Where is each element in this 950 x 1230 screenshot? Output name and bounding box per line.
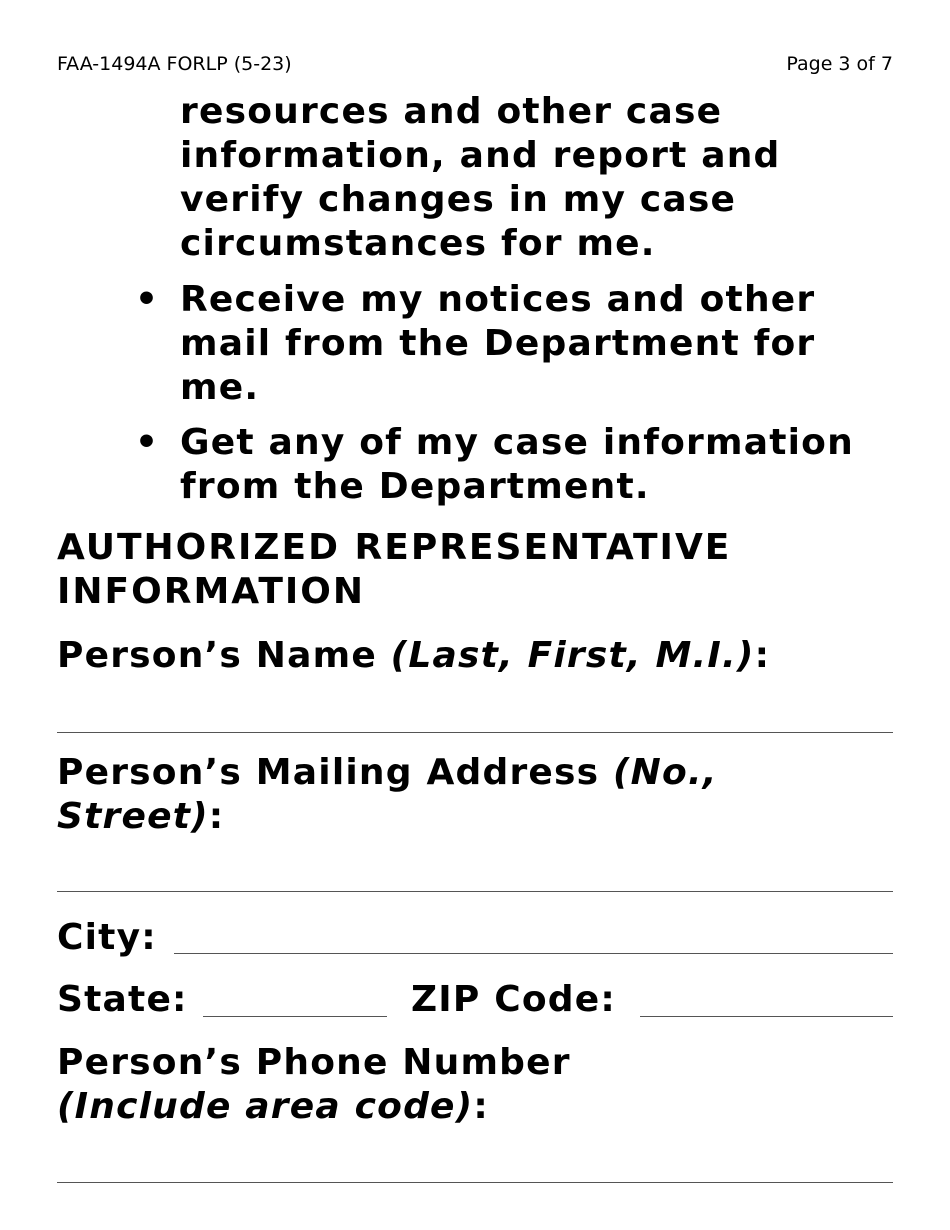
person-name-label-text: Person’s Name: [57, 635, 391, 676]
bullet-line: mail from the Department for: [180, 323, 816, 364]
section-heading-line: INFORMATION: [57, 571, 366, 612]
phone-number-label: [57, 1041, 571, 1129]
bullet-line: me.: [180, 367, 260, 408]
form-id: FAA-1494A FORLP (5-23): [57, 53, 292, 75]
person-name-hint: (Last, First, M.I.): [390, 635, 755, 676]
person-name-input-line[interactable]: [57, 732, 893, 733]
mailing-address-input-line[interactable]: [57, 891, 893, 892]
bullet-text: [180, 421, 854, 509]
phone-number-input-line[interactable]: [57, 1182, 893, 1183]
continuation-line: circumstances for me.: [180, 223, 656, 264]
city-label: City:: [57, 917, 157, 958]
state-input-line[interactable]: [203, 1016, 387, 1017]
mailing-address-hint: Street): [57, 796, 209, 837]
person-name-label: [57, 634, 770, 678]
state-label: State:: [57, 979, 188, 1020]
continuation-line: resources and other case: [180, 91, 723, 132]
page-number: Page 3 of 7: [786, 53, 893, 75]
section-heading: [57, 526, 731, 614]
mailing-address-hint: (No.,: [613, 752, 718, 793]
phone-number-hint: (Include area code): [57, 1086, 474, 1127]
phone-number-colon: :: [473, 1086, 489, 1127]
bullet-text: [180, 278, 815, 410]
bullet-line: from the Department.: [180, 466, 650, 507]
person-name-colon: :: [754, 635, 771, 676]
bullet-line: Receive my notices and other: [180, 279, 816, 320]
continuation-text: [180, 90, 781, 266]
city-input-line[interactable]: [174, 953, 893, 954]
mailing-address-label: [57, 751, 718, 839]
bullet-line: Get any of my case information: [180, 422, 854, 463]
bullet-icon: •: [135, 279, 160, 320]
phone-number-label-text: Person’s Phone Number: [57, 1042, 571, 1083]
section-heading-line: AUTHORIZED REPRESENTATIVE: [57, 527, 732, 568]
zip-code-input-line[interactable]: [640, 1016, 893, 1017]
continuation-line: verify changes in my case: [180, 179, 737, 220]
mailing-address-label-text: Person’s Mailing Address: [57, 752, 614, 793]
continuation-line: information, and report and: [180, 135, 781, 176]
mailing-address-colon: :: [208, 796, 225, 837]
bullet-icon: •: [135, 422, 160, 463]
zip-code-label: ZIP Code:: [411, 979, 616, 1020]
